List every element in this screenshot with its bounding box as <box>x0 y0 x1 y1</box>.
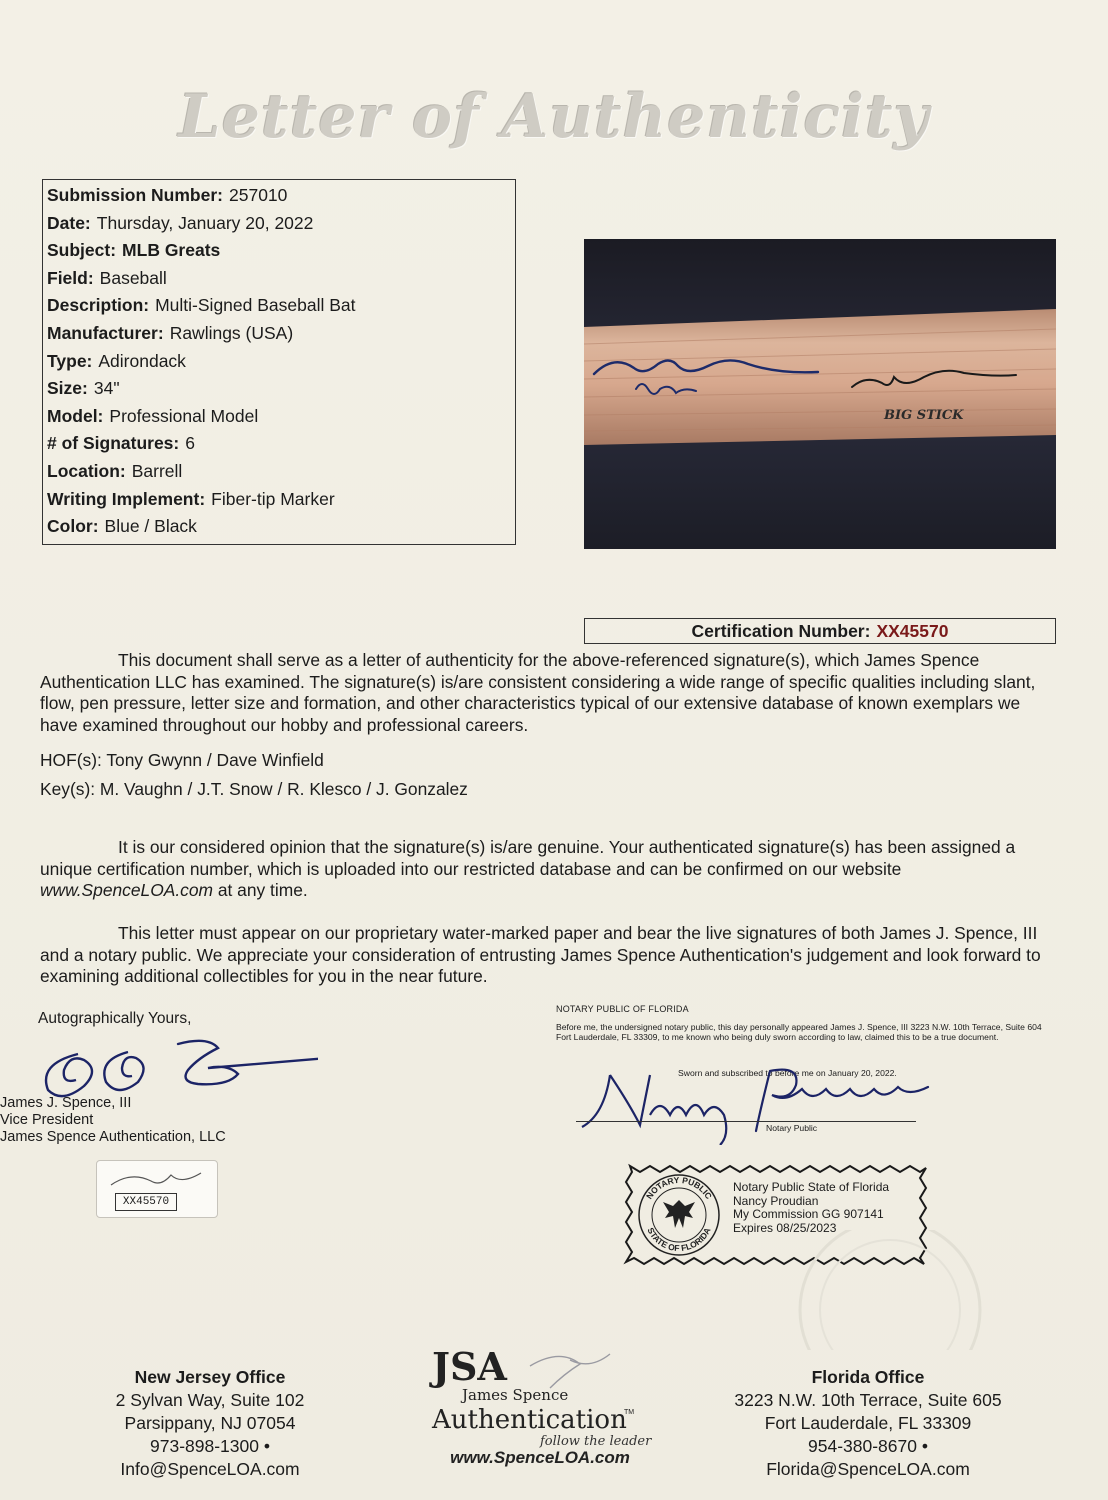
svg-text:NOTARY PUBLIC: NOTARY PUBLIC <box>644 1174 714 1201</box>
opinion-paragraph: It is our considered opinion that the signature(s) is/are genuine. Your authenticated signature(s) has been assigned a unique certification number, which is uploaded into our restricted database and can be confirmed on our website www.SpenceLOA.com at any time. <box>40 837 1016 900</box>
hof-list: HOF(s): Tony Gwynn / Dave Winfield <box>40 750 324 770</box>
detail-row: Subject: MLB Greats <box>47 240 221 261</box>
keys-list: Key(s): M. Vaughn / J.T. Snow / R. Klesco / J. Gonzalez <box>40 779 468 799</box>
detail-row: Manufacturer: Rawlings (USA) <box>47 322 294 343</box>
closing-text: Autographically Yours, <box>38 1010 192 1027</box>
bat-brand-text: BIG STICK <box>884 408 964 423</box>
page-title: Letter of Authenticity <box>178 82 930 152</box>
detail-row: Date: Thursday, January 20, 2022 <box>47 212 314 233</box>
watermark-seal <box>770 1230 1010 1350</box>
svg-text:James Spence: James Spence <box>462 1386 569 1404</box>
authentication-sticker <box>96 1160 218 1218</box>
sworn-text: Sworn and subscribed to before me on January 20, 2022. <box>678 1068 897 1078</box>
notary-statement: Before me, the undersigned notary public, this day personally appeared James J. Spence, III 3223 N.W. 10th Terrace, Suite 604 Fort Lauderdale, FL 33309, to me known who being duly sworn according to law, claimed this to be a true document. <box>556 1022 1042 1043</box>
svg-text:follow the leader: follow the leader <box>540 1434 652 1449</box>
florida-office: Florida Office 3223 N.W. 10th Terrace, Suite 605 Fort Lauderdale, FL 33309 954-380-8670 • Florida@SpenceLOA.com <box>734 1367 1002 1479</box>
svg-text:TM: TM <box>624 1409 635 1416</box>
detail-row: Field: Baseball <box>47 267 167 288</box>
sticker-signature <box>107 1167 207 1193</box>
notary-seal <box>634 1170 724 1260</box>
notary-label: Notary Public <box>766 1123 818 1133</box>
svg-text:STATE OF FLORIDA: STATE OF FLORIDA <box>645 1225 713 1254</box>
detail-row: # of Signatures: 6 <box>47 433 195 454</box>
detail-row: Size: 34" <box>47 378 120 399</box>
notary-signature-line <box>576 1121 916 1122</box>
detail-row: Location: Barrell <box>47 460 183 481</box>
notary-heading: NOTARY PUBLIC OF FLORIDA <box>556 1004 689 1014</box>
detail-row: Submission Number: 257010 <box>47 185 288 205</box>
detail-row: Model: Professional Model <box>47 405 259 426</box>
website-link[interactable]: www.SpenceLOA.com <box>40 880 214 900</box>
svg-text:JSA: JSA <box>432 1344 507 1389</box>
certification-number-box: Certification Number: XX45570 <box>584 618 1056 644</box>
authenticity-paragraph: This document shall serve as a letter of authenticity for the above-referenced signature(s), which James Spence Authentication LLC has examined. The signature(s) is/are consistent considering a wide range of specific qualities including slant, flow, pen pressure, letter size and formation, and other characteristics typical of our extensive database of known exemplars we have examined throughout our hobby and professional careers. <box>40 650 1036 735</box>
svg-text:Authentication: Authentication <box>432 1405 627 1435</box>
bat-photo <box>584 239 1056 549</box>
eagle-icon <box>663 1200 695 1228</box>
detail-row: Type: Adirondack <box>47 350 186 371</box>
watermark-paragraph: This letter must appear on our proprietary water-marked paper and bear the live signatures of both James J. Spence, III and a notary public. We appreciate your consideration of entrusting James Spence Authentication's judgement and look forward to examining additional collectibles for you in the near future. <box>40 923 1041 986</box>
website-footer-link[interactable]: www.SpenceLOA.com <box>450 1448 630 1467</box>
detail-row: Writing Implement: Fiber-tip Marker <box>47 488 335 509</box>
certification-number: XX45570 <box>876 621 949 641</box>
signer-info: James J. Spence, III Vice President James Spence Authentication, LLC <box>0 1095 226 1145</box>
submission-details-box <box>42 179 516 545</box>
notary-stamp-text: Notary Public State of Florida Nancy Proudian My Commission GG 907141 Expires 08/25/2023 <box>733 1180 890 1235</box>
new-jersey-office: New Jersey Office 2 Sylvan Way, Suite 102 Parsippany, NJ 07054 973-898-1300 • Info@SpenceLOA.com <box>115 1367 305 1479</box>
sticker-id: XX45570 <box>115 1193 177 1211</box>
detail-row: Description: Multi-Signed Baseball Bat <box>47 295 356 316</box>
detail-row: Color: Blue / Black <box>47 516 197 537</box>
spence-signature <box>38 1024 318 1104</box>
